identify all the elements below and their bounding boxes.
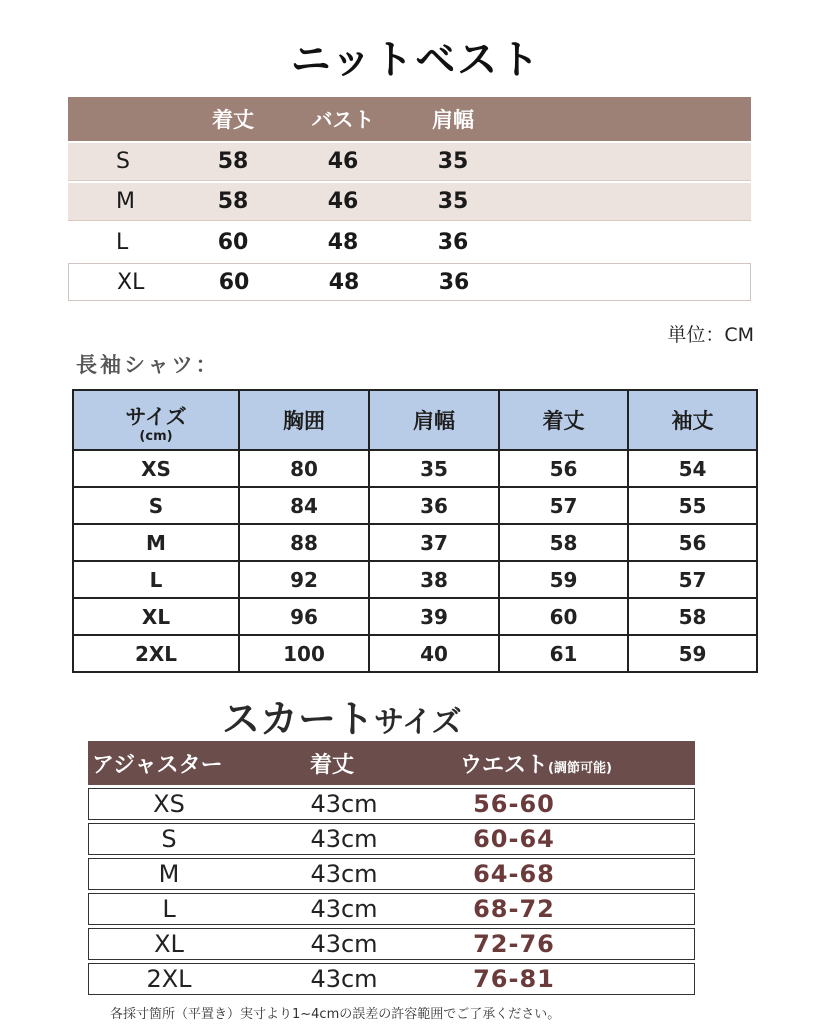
table-row <box>68 183 751 221</box>
table-row <box>73 598 757 635</box>
vest-cell: 46 <box>327 189 359 214</box>
vest-header-length: 着丈 <box>212 108 254 132</box>
vest-cell: 48 <box>328 269 360 295</box>
shirt-size-table <box>72 389 758 673</box>
skirt-waist-cell: 64-68 <box>473 860 555 888</box>
skirt-title-main: スカート <box>222 697 375 741</box>
shirt-cell: 61 <box>499 635 628 672</box>
table-row <box>73 487 757 524</box>
vest-cell: 36 <box>437 229 469 255</box>
skirt-header-adjuster: アジャスター <box>92 752 223 778</box>
unit-label: 単位：CM <box>667 324 754 346</box>
vest-title: ニットベスト <box>290 37 542 83</box>
shirt-cell: 54 <box>628 450 757 487</box>
vest-cell: 60 <box>218 269 250 295</box>
shirt-header-size-unit: (cm) <box>139 429 173 444</box>
table-row <box>88 858 695 890</box>
shirt-cell: 38 <box>369 561 499 598</box>
shirt-cell: 88 <box>239 524 369 561</box>
vest-header-shoulder: 肩幅 <box>432 108 474 132</box>
table-row <box>88 788 695 820</box>
table-row <box>68 223 751 261</box>
skirt-length-cell: 43cm <box>310 930 378 958</box>
shirt-header-size <box>73 390 239 450</box>
vest-cell: 35 <box>437 189 469 214</box>
table-row <box>73 635 757 672</box>
skirt-size-label: XL <box>154 930 184 958</box>
skirt-header-waist <box>460 748 695 779</box>
shirt-header-shoulder: 肩幅 <box>369 390 499 450</box>
table-row <box>88 963 695 995</box>
table-row <box>73 450 757 487</box>
table-row <box>68 263 751 301</box>
skirt-length-cell: 43cm <box>310 790 378 818</box>
shirt-cell: 37 <box>369 524 499 561</box>
shirt-cell: 84 <box>239 487 369 524</box>
table-row <box>73 524 757 561</box>
skirt-title-sub: サイズ <box>374 705 462 740</box>
shirt-cell: 40 <box>369 635 499 672</box>
vest-header-bust: バスト <box>311 108 375 132</box>
skirt-header-waist-note: (調節可能) <box>548 760 612 776</box>
shirt-cell: 56 <box>628 524 757 561</box>
skirt-header-length: 着丈 <box>310 752 355 778</box>
skirt-length-cell: 43cm <box>310 860 378 888</box>
table-row <box>88 823 695 855</box>
skirt-length-cell: 43cm <box>310 825 378 853</box>
shirt-size-label: XL <box>73 598 239 635</box>
shirt-cell: 59 <box>628 635 757 672</box>
skirt-size-label: S <box>161 825 177 853</box>
shirt-header-size-label: サイズ <box>125 405 187 429</box>
shirt-size-label: XS <box>73 450 239 487</box>
skirt-size-label: M <box>158 860 180 888</box>
shirt-cell: 58 <box>628 598 757 635</box>
shirt-cell: 39 <box>369 598 499 635</box>
skirt-waist-cell: 76-81 <box>473 965 555 993</box>
shirt-cell: 35 <box>369 450 499 487</box>
shirt-header-chest: 胸囲 <box>239 390 369 450</box>
skirt-waist-cell: 60-64 <box>473 825 555 853</box>
shirt-cell: 80 <box>239 450 369 487</box>
table-row <box>73 561 757 598</box>
shirt-cell: 100 <box>239 635 369 672</box>
shirt-cell: 57 <box>628 561 757 598</box>
skirt-size-label: L <box>162 895 176 923</box>
vest-cell: 58 <box>217 189 249 214</box>
shirt-cell: 57 <box>499 487 628 524</box>
skirt-size-label: 2XL <box>146 965 192 993</box>
vest-table-header <box>68 97 751 141</box>
table-row <box>88 928 695 960</box>
skirt-length-cell: 43cm <box>310 895 378 923</box>
shirt-size-label: S <box>73 487 239 524</box>
shirt-size-label: 2XL <box>73 635 239 672</box>
shirt-size-label: L <box>73 561 239 598</box>
vest-size-table <box>68 97 751 301</box>
vest-cell: 58 <box>217 149 249 174</box>
skirt-size-label: XS <box>153 790 185 818</box>
shirt-cell: 60 <box>499 598 628 635</box>
skirt-waist-cell: 56-60 <box>473 790 555 818</box>
vest-cell: 35 <box>437 149 469 174</box>
skirt-size-table <box>88 741 695 995</box>
shirt-table-header <box>73 390 757 450</box>
table-row <box>88 893 695 925</box>
skirt-title <box>222 688 462 743</box>
shirt-cell: 92 <box>239 561 369 598</box>
vest-size-label: L <box>116 229 129 255</box>
vest-size-label: XL <box>117 269 145 295</box>
shirt-cell: 58 <box>499 524 628 561</box>
skirt-length-cell: 43cm <box>310 965 378 993</box>
vest-cell: 60 <box>217 229 249 255</box>
skirt-waist-cell: 72-76 <box>473 930 555 958</box>
shirt-cell: 59 <box>499 561 628 598</box>
shirt-size-label: M <box>73 524 239 561</box>
measurement-footnote: 各採寸箇所（平置き）実寸より1~4cmの誤差の許容範囲でご了承ください。 <box>110 1007 561 1022</box>
skirt-waist-cell: 68-72 <box>473 895 555 923</box>
shirt-cell: 56 <box>499 450 628 487</box>
shirt-header-length: 着丈 <box>499 390 628 450</box>
shirt-title: 長袖シャツ： <box>76 353 220 377</box>
skirt-header-waist-label: ウエスト <box>460 752 549 778</box>
vest-size-label: M <box>116 189 135 214</box>
vest-cell: 46 <box>327 149 359 174</box>
skirt-table-header <box>88 741 695 785</box>
shirt-header-sleeve: 袖丈 <box>628 390 757 450</box>
vest-size-label: S <box>116 149 130 174</box>
vest-cell: 36 <box>438 269 470 295</box>
shirt-cell: 36 <box>369 487 499 524</box>
table-row <box>68 143 751 181</box>
shirt-cell: 55 <box>628 487 757 524</box>
shirt-cell: 96 <box>239 598 369 635</box>
vest-cell: 48 <box>327 229 359 255</box>
